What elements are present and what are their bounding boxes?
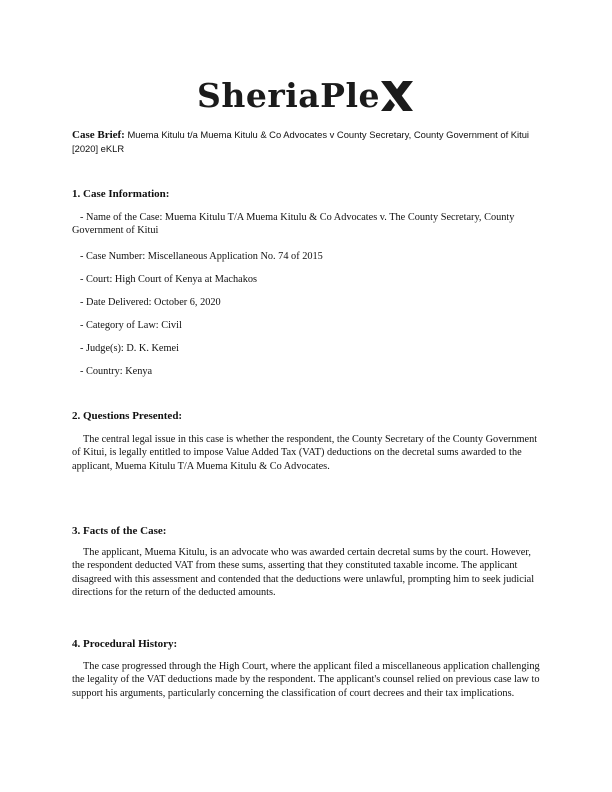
court-item: - Court: High Court of Kenya at Machakos (80, 274, 258, 285)
sheriaplex-logo (0, 76, 612, 116)
section-heading-facts: 3. Facts of the Case: (72, 525, 167, 537)
facts-paragraph: The applicant, Muema Kitulu, is an advocate who was awarded certain decretal sums by the court. However, the respondent deducted VAT from these sums, asserting that they constituted taxable income. The applicant disagreed with this assessment and contended that the deductions were unlawful, prompting him to seek judicial directions for the return of the deducted amounts. (72, 547, 535, 598)
category-item: - Category of Law: Civil (80, 320, 182, 331)
x-mark-icon (379, 79, 415, 113)
judges-item: - Judge(s): D. K. Kemei (80, 343, 179, 354)
case-brief-title (72, 128, 542, 155)
logo-text: SheriaPle (197, 76, 380, 115)
section-heading-questions-presented: 2. Questions Presented: (72, 410, 183, 422)
procedural-paragraph: The case progressed through the High Court, where the applicant filed a miscellaneous application challenging the legality of the VAT deductions made by the respondent. The applicant's counsel relied on previous case law to support his arguments, particularly concerning the classification of court decrees and their tax implications. (72, 661, 540, 699)
section-heading-case-information: 1. Case Information: (72, 188, 170, 200)
section-heading-procedural-history: 4. Procedural History: (72, 638, 178, 650)
case-brief-label: Case Brief: (72, 129, 125, 141)
date-delivered-item: - Date Delivered: October 6, 2020 (80, 297, 221, 308)
case-brief-text: Muema Kitulu t/a Muema Kitulu & Co Advocates v County Secretary, County Government of Kitui [2020] eKLR (72, 129, 530, 154)
country-item: - Country: Kenya (80, 366, 153, 377)
case-name-item: - Name of the Case: Muema Kitulu T/A Muema Kitulu & Co Advocates v. The County Secretary, County Government of Kitui (72, 212, 515, 237)
case-number-item: - Case Number: Miscellaneous Application No. 74 of 2015 (80, 251, 323, 262)
questions-paragraph: The central legal issue in this case is whether the respondent, the County Secretary of the County Government of Kitui, is legally entitled to impose Value Added Tax (VAT) deductions on the decretal sums awarded to the applicant, Muema Kitulu T/A Muema Kitulu & Co Advocates. (72, 434, 538, 472)
